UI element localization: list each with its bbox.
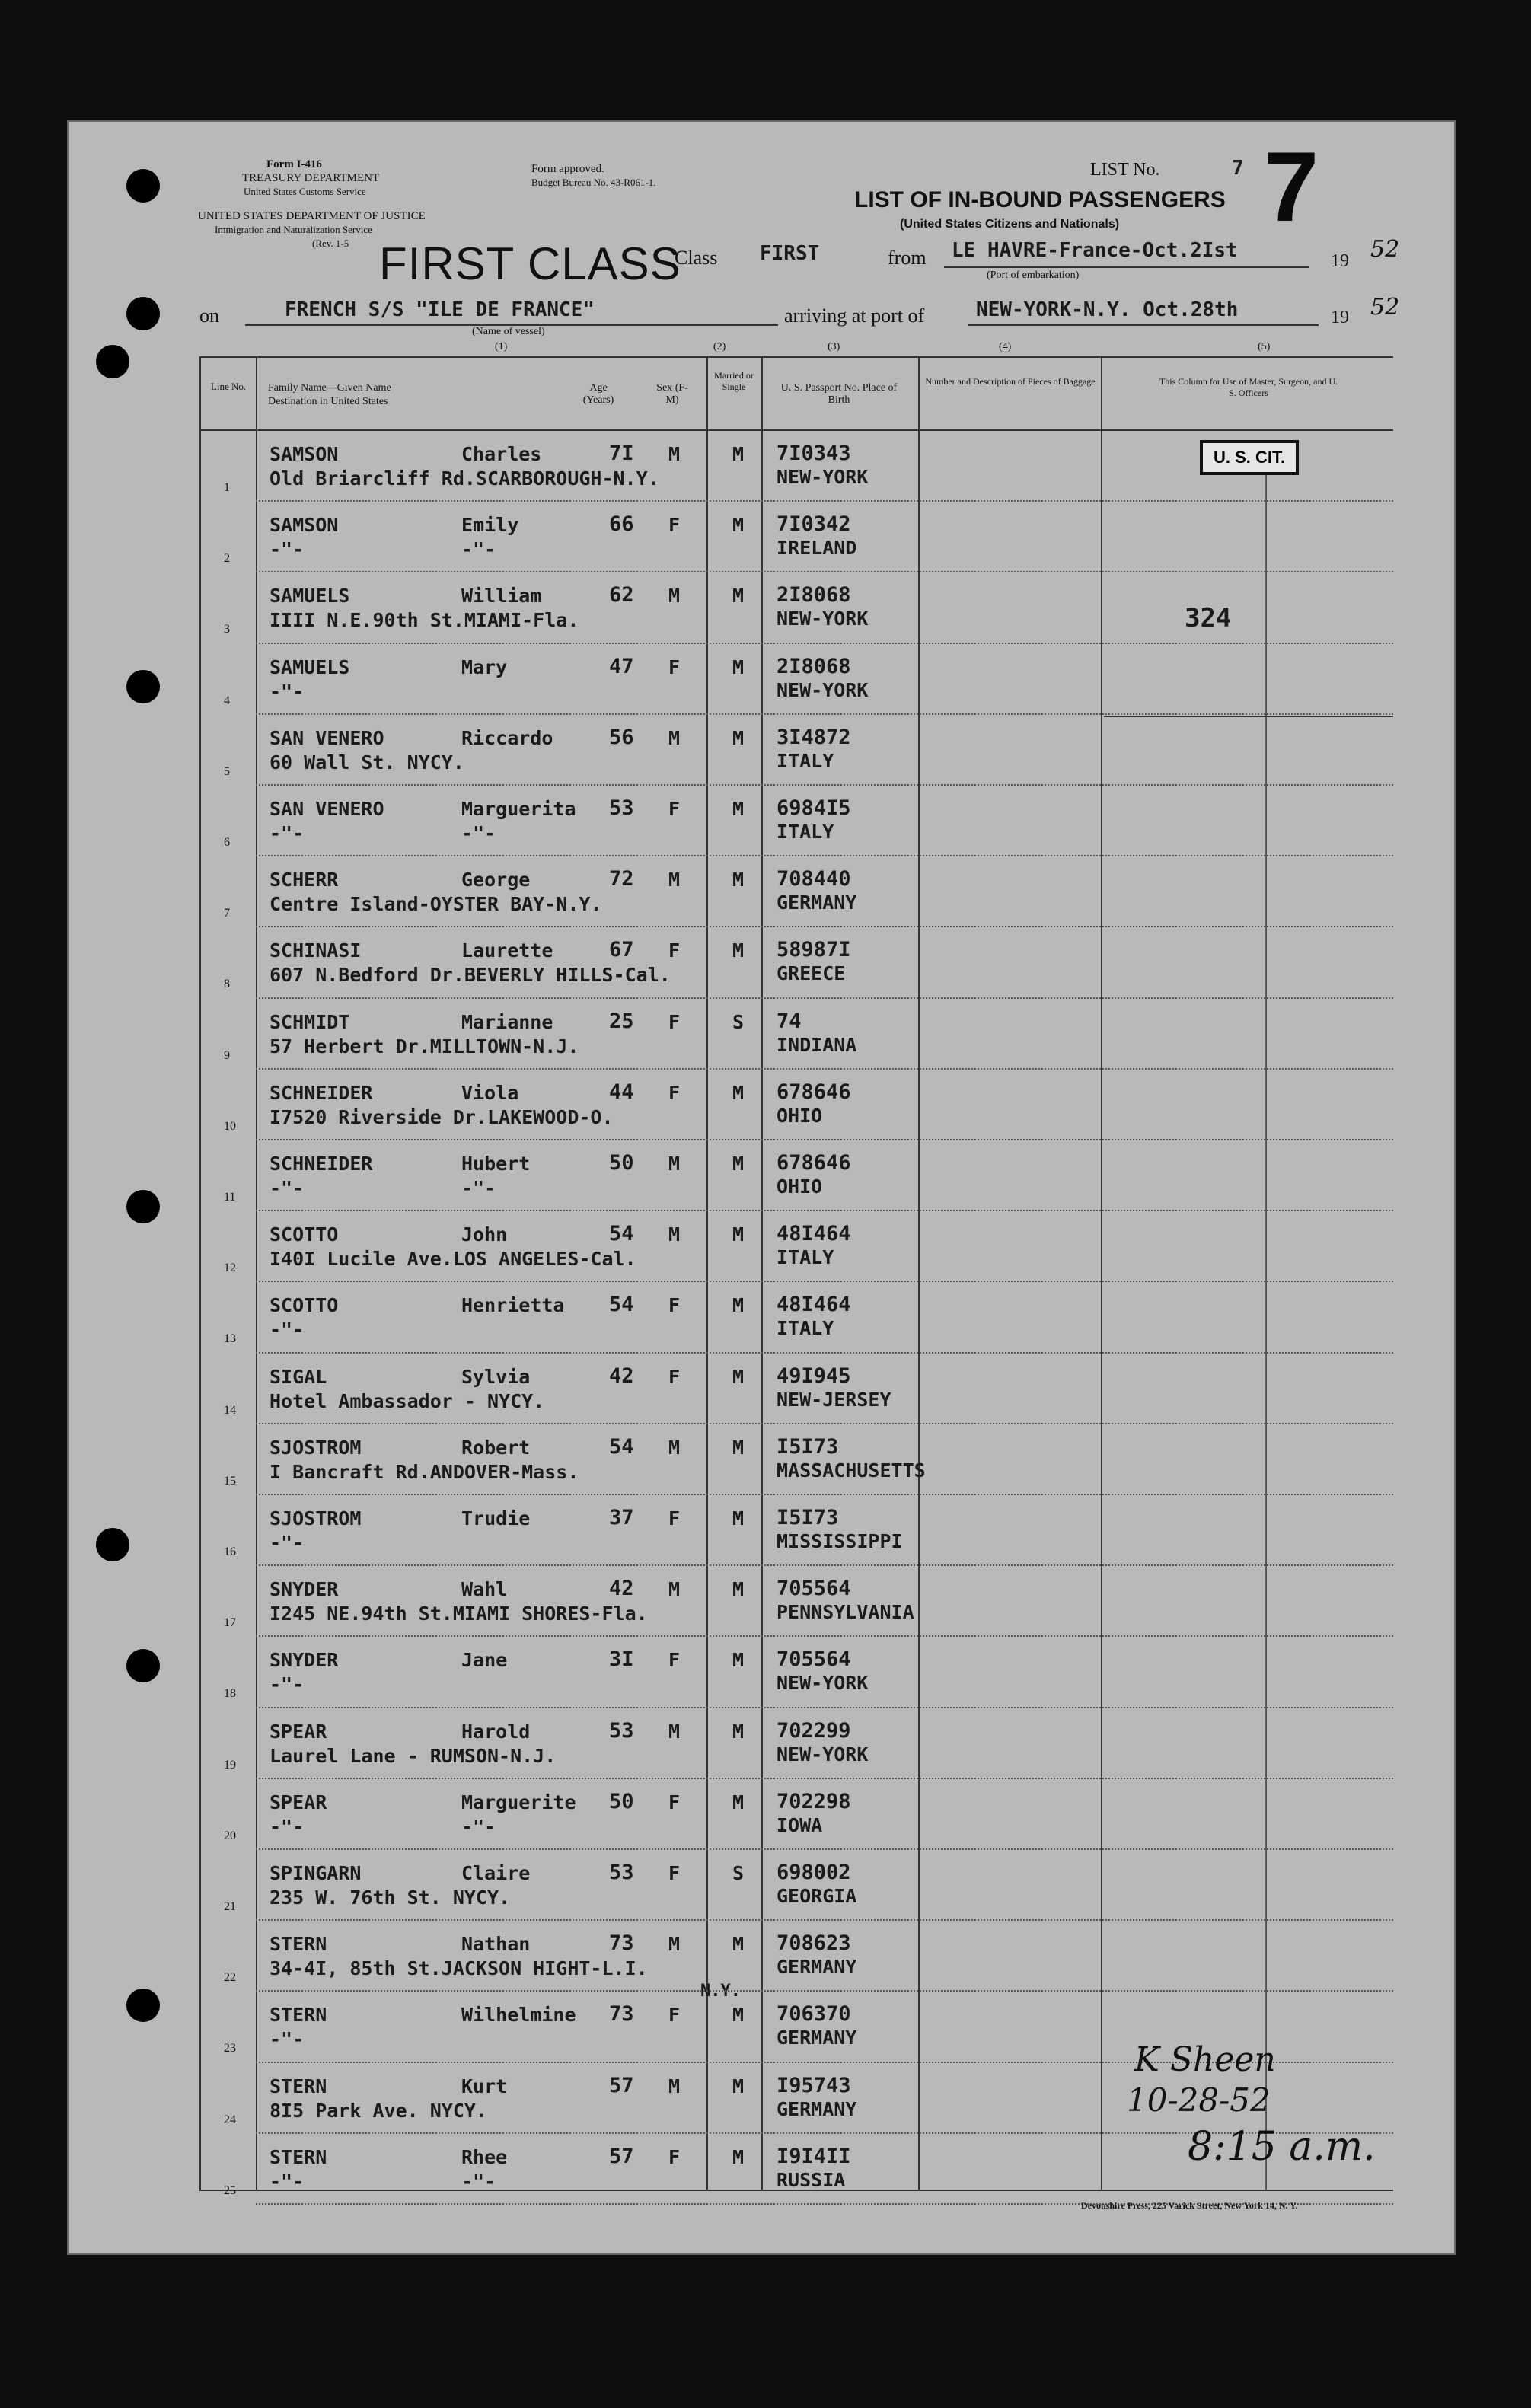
destination: 57 Herbert Dr.MILLTOWN-N.J. bbox=[270, 1035, 579, 1057]
punch-hole bbox=[126, 1989, 160, 2022]
destination: -"- bbox=[270, 1815, 305, 1838]
list-number-large: 7 bbox=[1264, 131, 1319, 242]
place-of-birth: MASSACHUSETTS bbox=[777, 1459, 926, 1481]
destination: Hotel Ambassador - NYCY. bbox=[270, 1389, 545, 1412]
officer-number: 324 bbox=[1185, 603, 1232, 633]
given-name: Hubert bbox=[461, 1153, 531, 1175]
sex: M bbox=[668, 1436, 681, 1459]
place-of-birth: GERMANY bbox=[777, 2027, 857, 2049]
place-of-birth: NEW-YORK bbox=[777, 1743, 869, 1765]
age: 50 bbox=[609, 1789, 634, 1813]
family-name: SNYDER bbox=[270, 1649, 339, 1672]
header-line-no: Line No. bbox=[210, 381, 247, 392]
marital-status: M bbox=[732, 1507, 745, 1529]
given-name: Wahl bbox=[461, 1578, 508, 1601]
place-of-birth: GERMANY bbox=[777, 1956, 857, 1979]
passport-number: 74 bbox=[777, 1009, 802, 1033]
line-number: 15 bbox=[224, 1474, 236, 1488]
age: 73 bbox=[609, 1931, 634, 1956]
sex: M bbox=[668, 1578, 681, 1601]
class-label: Class bbox=[675, 247, 718, 269]
age: 53 bbox=[609, 1718, 634, 1743]
destination: Laurel Lane - RUMSON-N.J. bbox=[270, 1744, 557, 1767]
sex: M bbox=[668, 443, 681, 465]
port-embark-caption: (Port of embarkation) bbox=[987, 270, 1080, 281]
marital-status: M bbox=[732, 2075, 745, 2097]
place-of-birth: GEORGIA bbox=[777, 1885, 857, 1907]
destination: -"- bbox=[270, 822, 305, 844]
colnum-2: (2) bbox=[713, 341, 726, 352]
age: 54 bbox=[609, 1434, 634, 1459]
line-number: 11 bbox=[224, 1191, 236, 1204]
destination-continued: N.Y. bbox=[700, 1982, 741, 2001]
family-name: SCHNEIDER bbox=[270, 1153, 373, 1175]
given-name: Kurt bbox=[461, 2075, 508, 2097]
sex: F bbox=[668, 798, 681, 820]
place-of-birth: GERMANY bbox=[777, 2097, 857, 2120]
arriving-label: arriving at port of bbox=[784, 305, 925, 327]
given-name: Viola bbox=[461, 1081, 519, 1104]
place-of-birth: ITALY bbox=[777, 1317, 834, 1340]
family-name: SIGAL bbox=[270, 1365, 327, 1388]
place-of-birth: OHIO bbox=[777, 1104, 823, 1127]
passport-number: 702298 bbox=[777, 1789, 851, 1813]
line-number: 21 bbox=[224, 1900, 236, 1913]
sex: M bbox=[668, 869, 681, 891]
passport-number: I5I73 bbox=[777, 1506, 839, 1529]
line-number: 10 bbox=[224, 1119, 236, 1133]
age: 72 bbox=[609, 867, 634, 891]
from-label: from bbox=[888, 247, 927, 269]
vessel-name: FRENCH S/S "ILE DE FRANCE" bbox=[285, 298, 595, 321]
line-number: 18 bbox=[224, 1687, 236, 1701]
given-name: Marguerite bbox=[461, 1791, 576, 1813]
passport-number: 678646 bbox=[777, 1080, 851, 1104]
age: 50 bbox=[609, 1151, 634, 1175]
destination: IIII N.E.90th St.MIAMI-Fla. bbox=[270, 609, 579, 632]
age: 3I bbox=[609, 1647, 634, 1672]
family-name: STERN bbox=[270, 2075, 327, 2097]
destination-ditto: -"- bbox=[461, 2170, 496, 2193]
passport-number: 7I0343 bbox=[777, 442, 851, 465]
passport-number: 48I464 bbox=[777, 1293, 851, 1317]
passport-number: 698002 bbox=[777, 1861, 851, 1884]
form-subtitle: (United States Citizens and Nationals) bbox=[900, 218, 1120, 231]
place-of-birth: NEW-JERSEY bbox=[777, 1388, 891, 1411]
given-name: Jane bbox=[461, 1649, 508, 1672]
given-name: Claire bbox=[461, 1862, 531, 1884]
destination: 60 Wall St. NYCY. bbox=[270, 751, 464, 773]
age: 53 bbox=[609, 1861, 634, 1884]
first-class-stamp: FIRST CLASS bbox=[379, 238, 681, 289]
passport-number: 702299 bbox=[777, 1718, 851, 1743]
on-label: on bbox=[199, 305, 219, 327]
passport-number: 58987I bbox=[777, 938, 851, 962]
given-name: George bbox=[461, 869, 531, 891]
sex: F bbox=[668, 1791, 681, 1813]
printer-imprint: Devonshire Press, 225 Varick Street, New York 14, N. Y. bbox=[1081, 2200, 1298, 2211]
header-age: Age (Years) bbox=[582, 382, 614, 406]
place-of-birth: IRELAND bbox=[777, 537, 857, 560]
family-name: SPEAR bbox=[270, 1720, 327, 1743]
marital-status: M bbox=[732, 1578, 745, 1601]
customs-service: United States Customs Service bbox=[244, 186, 366, 197]
age: 67 bbox=[609, 938, 634, 962]
punch-hole bbox=[126, 670, 160, 703]
line-number: 19 bbox=[224, 1758, 236, 1772]
marital-status: M bbox=[732, 1294, 745, 1317]
destination: 34-4I, 85th St.JACKSON HIGHT-L.I. bbox=[270, 1957, 648, 1980]
sex: F bbox=[668, 1862, 681, 1884]
vessel-caption: (Name of vessel) bbox=[472, 326, 545, 337]
age: 37 bbox=[609, 1506, 634, 1529]
class-value: FIRST bbox=[760, 242, 820, 265]
family-name: SNYDER bbox=[270, 1578, 339, 1601]
place-of-birth: NEW-YORK bbox=[777, 678, 869, 701]
destination: 8I5 Park Ave. NYCY. bbox=[270, 2099, 487, 2122]
family-name: STERN bbox=[270, 2004, 327, 2027]
destination: Centre Island-OYSTER BAY-N.Y. bbox=[270, 893, 602, 916]
given-name: John bbox=[461, 1223, 508, 1246]
marital-status: M bbox=[732, 2145, 745, 2168]
passport-number: 48I464 bbox=[777, 1222, 851, 1246]
list-number: 7 bbox=[1232, 157, 1244, 180]
marital-status: M bbox=[732, 443, 745, 465]
given-name: Nathan bbox=[461, 1933, 531, 1956]
marital-status: M bbox=[732, 939, 745, 962]
sex: M bbox=[668, 585, 681, 608]
colnum-4: (4) bbox=[999, 341, 1012, 352]
destination: -"- bbox=[270, 680, 305, 703]
list-no-label: LIST No. bbox=[1090, 160, 1160, 180]
sex: F bbox=[668, 1294, 681, 1317]
line-number: 2 bbox=[224, 552, 230, 566]
given-name: Trudie bbox=[461, 1507, 531, 1529]
passport-number: 708440 bbox=[777, 867, 851, 891]
place-of-birth: NEW-YORK bbox=[777, 1672, 869, 1695]
destination: -"- bbox=[270, 1532, 305, 1554]
place-of-birth: NEW-YORK bbox=[777, 608, 869, 630]
age: 54 bbox=[609, 1222, 634, 1246]
place-of-birth: ITALY bbox=[777, 749, 834, 772]
family-name: STERN bbox=[270, 1933, 327, 1956]
destination-ditto: -"- bbox=[461, 538, 496, 561]
destination: 235 W. 76th St. NYCY. bbox=[270, 1887, 511, 1909]
header-name: Family Name—Given Name bbox=[268, 382, 391, 394]
family-name: SAMUELS bbox=[270, 655, 350, 678]
marital-status: M bbox=[732, 585, 745, 608]
given-name: Riccardo bbox=[461, 726, 553, 749]
given-name: Sylvia bbox=[461, 1365, 531, 1388]
passport-number: 706370 bbox=[777, 2002, 851, 2027]
given-name: William bbox=[461, 585, 542, 608]
age: 53 bbox=[609, 796, 634, 820]
destination: -"- bbox=[270, 2028, 305, 2051]
line-number: 22 bbox=[224, 1971, 236, 1985]
passport-number: 2I8068 bbox=[777, 583, 851, 608]
marital-status: M bbox=[732, 1649, 745, 1672]
sex: M bbox=[668, 1223, 681, 1246]
passport-number: 49I945 bbox=[777, 1363, 851, 1388]
punch-hole bbox=[96, 345, 129, 378]
colnum-5: (5) bbox=[1258, 341, 1271, 352]
age: 57 bbox=[609, 2144, 634, 2168]
year-prefix: 19 bbox=[1331, 251, 1349, 271]
passport-number: 3I4872 bbox=[777, 725, 851, 749]
line-number: 12 bbox=[224, 1261, 236, 1275]
place-of-birth: OHIO bbox=[777, 1175, 823, 1198]
age: 66 bbox=[609, 512, 634, 537]
age: 42 bbox=[609, 1363, 634, 1388]
age: 73 bbox=[609, 2002, 634, 2027]
given-name: Wilhelmine bbox=[461, 2004, 576, 2027]
marital-status: M bbox=[732, 1436, 745, 1459]
line-number: 8 bbox=[224, 978, 230, 991]
us-citizen-stamp: U. S. CIT. bbox=[1200, 440, 1299, 475]
marital-status: M bbox=[732, 1791, 745, 1813]
family-name: SCOTTO bbox=[270, 1223, 339, 1246]
year-value-2: 52 bbox=[1370, 294, 1400, 321]
age: 25 bbox=[609, 1009, 634, 1033]
passport-number: I5I73 bbox=[777, 1434, 839, 1459]
given-name: Henrietta bbox=[461, 1294, 565, 1317]
place-of-birth: GREECE bbox=[777, 962, 846, 985]
destination: -"- bbox=[270, 1673, 305, 1696]
sex: M bbox=[668, 726, 681, 749]
given-name: Charles bbox=[461, 443, 542, 465]
header-officers: This Column for Use of Master, Surgeon, and U. S. Officers bbox=[1159, 376, 1338, 398]
colnum-3: (3) bbox=[828, 341, 840, 352]
place-of-birth: ITALY bbox=[777, 1246, 834, 1269]
sex: F bbox=[668, 2145, 681, 2168]
age: 54 bbox=[609, 1293, 634, 1317]
age: 47 bbox=[609, 654, 634, 678]
line-number: 25 bbox=[224, 2183, 236, 2197]
year-value: 52 bbox=[1370, 236, 1400, 263]
destination: -"- bbox=[270, 1319, 305, 1341]
destination: 607 N.Bedford Dr.BEVERLY HILLS-Cal. bbox=[270, 964, 671, 987]
sex: F bbox=[668, 1081, 681, 1104]
family-name: SCHMIDT bbox=[270, 1010, 350, 1033]
age: 44 bbox=[609, 1080, 634, 1104]
line-number: 6 bbox=[224, 836, 230, 849]
family-name: SAMUELS bbox=[270, 585, 350, 608]
marital-status: M bbox=[732, 1365, 745, 1388]
treasury-dept: TREASURY DEPARTMENT bbox=[242, 172, 380, 184]
family-name: SAMSON bbox=[270, 514, 339, 537]
marital-status: S bbox=[732, 1010, 745, 1033]
destination: I245 NE.94th St.MIAMI SHORES-Fla. bbox=[270, 1603, 648, 1625]
punch-hole bbox=[126, 169, 160, 203]
inspector-signature: K Sheen bbox=[1134, 2040, 1276, 2079]
age: 56 bbox=[609, 725, 634, 749]
marital-status: M bbox=[732, 1081, 745, 1104]
marital-status: M bbox=[732, 1933, 745, 1956]
family-name: SAMSON bbox=[270, 443, 339, 465]
marital-status: M bbox=[732, 655, 745, 678]
given-name: Rhee bbox=[461, 2145, 508, 2168]
line-number: 23 bbox=[224, 2042, 236, 2056]
passport-number: 705564 bbox=[777, 1577, 851, 1601]
place-of-birth: INDIANA bbox=[777, 1033, 857, 1056]
header-sex: Sex (F-M) bbox=[656, 382, 688, 406]
header-destination: Destination in United States bbox=[268, 396, 388, 407]
passport-number: I9I4II bbox=[777, 2144, 851, 2168]
colnum-1: (1) bbox=[495, 341, 508, 352]
inspection-time: 8:15 a.m. bbox=[1188, 2124, 1376, 2170]
destination-ditto: -"- bbox=[461, 1177, 496, 1199]
given-name: Robert bbox=[461, 1436, 531, 1459]
given-name: Mary bbox=[461, 655, 508, 678]
place-of-birth: GERMANY bbox=[777, 891, 857, 914]
line-number: 4 bbox=[224, 694, 230, 707]
sex: F bbox=[668, 1010, 681, 1033]
age: 62 bbox=[609, 583, 634, 608]
place-of-birth: ITALY bbox=[777, 821, 834, 843]
immigration-service: Immigration and Naturalization Service bbox=[215, 224, 372, 235]
sex: M bbox=[668, 1933, 681, 1956]
family-name: SCHNEIDER bbox=[270, 1081, 373, 1104]
line-number: 5 bbox=[224, 764, 230, 778]
given-name: Marguerita bbox=[461, 798, 576, 820]
destination: Old Briarcliff Rd.SCARBOROUGH-N.Y. bbox=[270, 467, 659, 490]
punch-hole bbox=[126, 1190, 160, 1223]
budget-bureau: Budget Bureau No. 43-R061-1. bbox=[531, 177, 656, 188]
form-revision: (Rev. 1-5 bbox=[312, 238, 349, 249]
line-number: 7 bbox=[224, 907, 230, 920]
sex: F bbox=[668, 655, 681, 678]
family-name: SCOTTO bbox=[270, 1294, 339, 1317]
destination: I Bancraft Rd.ANDOVER-Mass. bbox=[270, 1460, 579, 1483]
sex: M bbox=[668, 1153, 681, 1175]
sex: F bbox=[668, 1649, 681, 1672]
sex: F bbox=[668, 514, 681, 537]
sex: F bbox=[668, 939, 681, 962]
family-name: SJOSTROM bbox=[270, 1507, 362, 1529]
sex: F bbox=[668, 1507, 681, 1529]
family-name: SAN VENERO bbox=[270, 798, 384, 820]
given-name: Marianne bbox=[461, 1010, 553, 1033]
punch-hole bbox=[126, 1649, 160, 1682]
place-of-birth: IOWA bbox=[777, 1813, 823, 1836]
destination-ditto: -"- bbox=[461, 1815, 496, 1838]
year-prefix-2: 19 bbox=[1331, 308, 1349, 327]
marital-status: M bbox=[732, 726, 745, 749]
header-baggage: Number and Description of Pieces of Baggage bbox=[925, 376, 1096, 387]
marital-status: M bbox=[732, 1223, 745, 1246]
passport-number: 7I0342 bbox=[777, 512, 851, 537]
form-title: LIST OF IN-BOUND PASSENGERS bbox=[854, 187, 1226, 212]
family-name: STERN bbox=[270, 2145, 327, 2168]
marital-status: M bbox=[732, 2004, 745, 2027]
age: 57 bbox=[609, 2073, 634, 2097]
destination: -"- bbox=[270, 2170, 305, 2193]
line-number: 9 bbox=[224, 1048, 230, 1062]
passport-number: 2I8068 bbox=[777, 654, 851, 678]
given-name: Emily bbox=[461, 514, 519, 537]
passport-number: 678646 bbox=[777, 1151, 851, 1175]
marital-status: M bbox=[732, 1153, 745, 1175]
place-of-birth: NEW-YORK bbox=[777, 466, 869, 488]
line-number: 20 bbox=[224, 1829, 236, 1842]
marital-status: M bbox=[732, 514, 745, 537]
marital-status: M bbox=[732, 869, 745, 891]
inspection-date: 10-28-52 bbox=[1127, 2081, 1271, 2119]
passport-number: 6984I5 bbox=[777, 796, 851, 820]
given-name: Laurette bbox=[461, 939, 553, 962]
family-name: SJOSTROM bbox=[270, 1436, 362, 1459]
marital-status: S bbox=[732, 1862, 745, 1884]
age: 42 bbox=[609, 1577, 634, 1601]
marital-status: M bbox=[732, 1720, 745, 1743]
sex: M bbox=[668, 1720, 681, 1743]
destination: I40I Lucile Ave.LOS ANGELES-Cal. bbox=[270, 1248, 636, 1271]
place-of-birth: PENNSYLVANIA bbox=[777, 1601, 914, 1624]
place-of-birth: MISSISSIPPI bbox=[777, 1530, 903, 1552]
header-married: Married or Single bbox=[714, 370, 754, 392]
line-number: 24 bbox=[224, 2113, 236, 2126]
place-of-birth: RUSSIA bbox=[777, 2168, 846, 2191]
destination: I7520 Riverside Dr.LAKEWOOD-O. bbox=[270, 1105, 614, 1128]
passport-number: I95743 bbox=[777, 2073, 851, 2097]
destination-ditto: -"- bbox=[461, 822, 496, 844]
destination: -"- bbox=[270, 538, 305, 561]
form-approved: Form approved. bbox=[531, 163, 604, 175]
sex: M bbox=[668, 2075, 681, 2097]
line-number: 17 bbox=[224, 1616, 236, 1630]
header-passport: U. S. Passport No. Place of Birth bbox=[780, 382, 898, 406]
punch-hole bbox=[96, 1528, 129, 1561]
passport-number: 708623 bbox=[777, 1931, 851, 1956]
destination: -"- bbox=[270, 1177, 305, 1199]
family-name: SAN VENERO bbox=[270, 726, 384, 749]
line-number: 16 bbox=[224, 1545, 236, 1558]
passport-number: 705564 bbox=[777, 1647, 851, 1672]
sex: F bbox=[668, 1365, 681, 1388]
justice-dept: UNITED STATES DEPARTMENT OF JUSTICE bbox=[198, 210, 426, 222]
family-name: SCHERR bbox=[270, 869, 339, 891]
line-number: 3 bbox=[224, 623, 230, 636]
line-number: 1 bbox=[224, 481, 230, 494]
sex: F bbox=[668, 2004, 681, 2027]
given-name: Harold bbox=[461, 1720, 531, 1743]
punch-hole bbox=[126, 297, 160, 330]
line-number: 13 bbox=[224, 1332, 236, 1346]
arrival-port: NEW-YORK-N.Y. Oct.28th bbox=[976, 298, 1239, 321]
form-number: Form I-416 bbox=[266, 158, 322, 171]
line-number: 14 bbox=[224, 1403, 236, 1417]
port-of-embarkation: LE HAVRE-France-Oct.2Ist bbox=[952, 239, 1238, 262]
family-name: SPINGARN bbox=[270, 1862, 362, 1884]
family-name: SCHINASI bbox=[270, 939, 362, 962]
marital-status: M bbox=[732, 798, 745, 820]
family-name: SPEAR bbox=[270, 1791, 327, 1813]
age: 7I bbox=[609, 442, 634, 465]
